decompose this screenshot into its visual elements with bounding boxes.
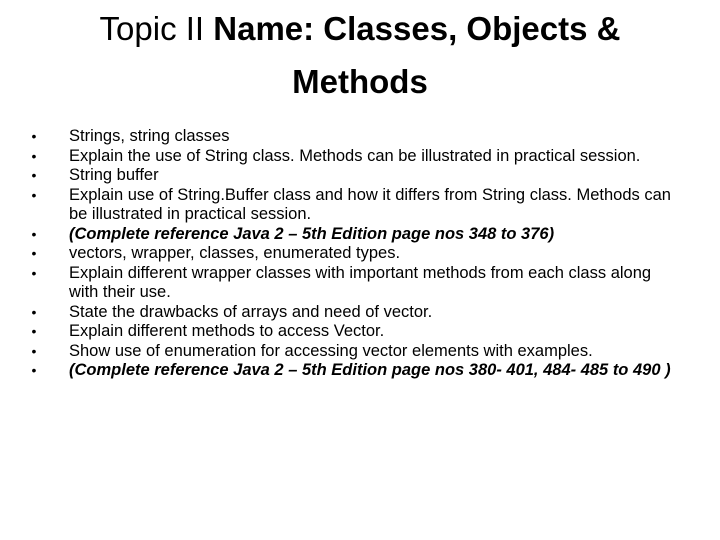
bullet-icon: • (31, 245, 37, 261)
title-prefix: Topic II (99, 10, 214, 47)
bullet-icon: • (31, 167, 37, 183)
title-main: Name: Classes, Objects & Methods (213, 10, 621, 100)
list-item-text: vectors, wrapper, classes, enumerated types. (69, 244, 401, 262)
list-item (27, 186, 677, 225)
list-item-text: Explain different methods to access Vector. (69, 322, 385, 340)
list-item-text: State the drawbacks of arrays and need of vector. (69, 302, 433, 321)
list-item-text: Strings, string classes (69, 127, 230, 145)
list-item-reference-text: (Complete reference Java 2 – 5th Edition page nos 348 to 376) (69, 224, 555, 243)
list-item (27, 361, 677, 381)
list-item-text: Explain the use of String class. Methods can be illustrated in practical session. (69, 146, 641, 165)
bullet-icon: • (31, 186, 37, 203)
list-item (27, 322, 677, 342)
list-item (27, 127, 677, 147)
bullet-icon: • (31, 342, 37, 359)
list-item (27, 244, 677, 264)
list-item (27, 225, 677, 245)
list-item-text: Show use of enumeration for accessing vector elements with examples. (69, 341, 593, 360)
list-item-reference-text: (Complete reference Java 2 – 5th Edition page nos 380- 401, 484- 485 to 490 ) (69, 361, 671, 379)
bullet-icon: • (31, 225, 37, 242)
bullet-icon: • (31, 128, 37, 144)
bullet-icon: • (31, 323, 37, 339)
list-item-text: Explain different wrapper classes with important methods from each class along with their use. (69, 263, 652, 301)
list-item-text: Explain use of String.Buffer class and how it differs from String class. Methods can be illustrated in practical session. (69, 185, 671, 223)
list-item (27, 147, 677, 167)
bullet-list (27, 127, 677, 381)
list-item (27, 342, 677, 362)
bullet-icon: • (31, 264, 37, 281)
bullet-icon: • (31, 303, 37, 320)
bullet-icon: • (31, 147, 37, 164)
list-item (27, 264, 677, 303)
bullet-icon: • (31, 362, 37, 378)
list-item (27, 303, 677, 323)
slide-title (60, 2, 660, 108)
list-item-text: String buffer (69, 166, 159, 184)
list-item (27, 166, 677, 186)
